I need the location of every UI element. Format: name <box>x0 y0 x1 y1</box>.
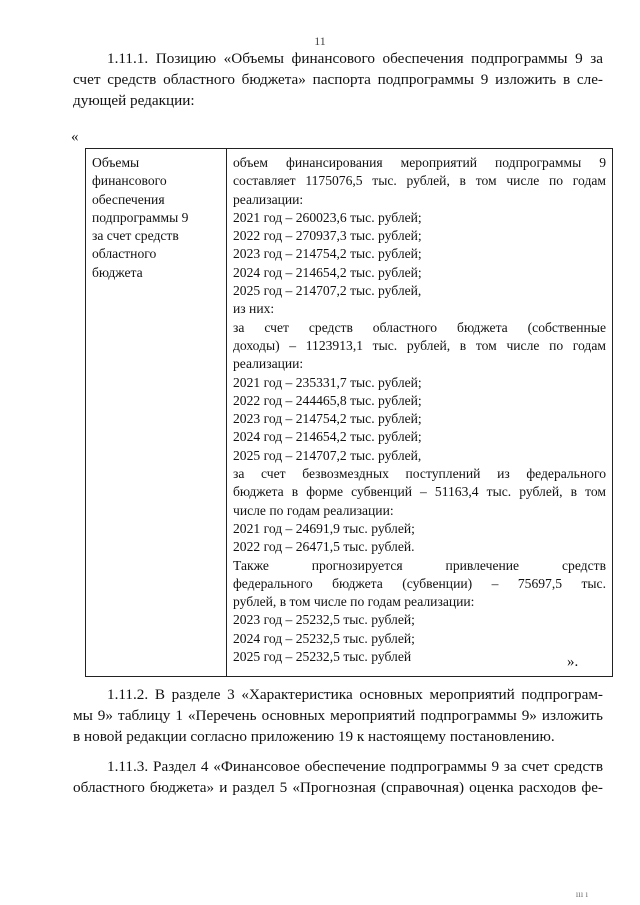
cell-line: 2024 год – 25232,5 тыс. рублей; <box>233 630 415 646</box>
cell-line: областного <box>92 246 157 262</box>
cell-line: 2021 год – 260023,6 тыс. рублей; <box>233 209 422 225</box>
cell-line: бюджета в форме субвенций – 51163,4 тыс. рублей, в том <box>233 484 606 500</box>
cell-line: Также прогнозируется привлечение средств <box>233 557 606 573</box>
cell-line: бюджета <box>92 264 143 280</box>
cell-line: 2022 год – 244465,8 тыс. рублей; <box>233 392 422 408</box>
paragraph-line: в новой редакции согласно приложению 19 к настоящему постановлению. <box>73 728 555 745</box>
cell-line: 2023 год – 25232,5 тыс. рублей; <box>233 612 415 628</box>
funding-details-cell <box>227 149 613 677</box>
closing-quote: ». <box>567 654 579 670</box>
cell-line: 2024 год – 214654,2 тыс. рублей; <box>233 264 422 280</box>
paragraph-line: мы 9» таблицу 1 «Перечень основных мероприятий подпрограммы 9» изложить <box>73 707 603 724</box>
cell-line: 2022 год – 270937,3 тыс. рублей; <box>233 228 422 244</box>
cell-line: числе по годам реализации: <box>233 502 394 518</box>
cell-line: 2025 год – 214707,2 тыс. рублей, <box>233 283 422 299</box>
paragraph-1112 <box>73 684 603 747</box>
cell-line: 2022 год – 26471,5 тыс. рублей. <box>233 539 415 555</box>
paragraph-line: 1.11.1. Позицию «Объемы финансового обеспечения подпрограммы 9 за <box>107 50 603 67</box>
paragraph-1113 <box>73 756 603 798</box>
opening-quote: « <box>71 129 79 145</box>
paragraph-line: областного бюджета» и раздел 5 «Прогнозная (справочная) оценка расходов фе- <box>73 779 603 796</box>
cell-line: подпрограммы 9 <box>92 209 189 225</box>
cell-line: федерального бюджета (субвенции) – 75697,5 тыс. <box>233 575 606 591</box>
cell-line: 2021 год – 235331,7 тыс. рублей; <box>233 374 422 390</box>
cell-line: за счет средств областного бюджета (собственные <box>233 319 606 335</box>
cell-line: доходы) – 1123913,1 тыс. рублей, в том числе по годам <box>233 337 606 353</box>
cell-line: реализации: <box>233 356 304 372</box>
passport-table <box>85 148 613 677</box>
position-name-cell <box>86 149 227 677</box>
paragraph-line: 1.11.3. Раздел 4 «Финансовое обеспечение подпрограммы 9 за счет средств <box>107 758 603 775</box>
cell-line: финансового <box>92 173 167 189</box>
cell-line: Объемы <box>92 155 140 170</box>
cell-line: объем финансирования мероприятий подпрограммы 9 <box>233 155 606 170</box>
cell-line: 2021 год – 24691,9 тыс. рублей; <box>233 520 415 536</box>
cell-line: рублей, в том числе по годам реализации: <box>233 594 475 610</box>
cell-line: 2025 год – 25232,5 тыс. рублей <box>233 649 412 665</box>
corner-mark: ııı ı <box>575 889 588 899</box>
cell-line: 2025 год – 214707,2 тыс. рублей, <box>233 447 422 463</box>
cell-line: обеспечения <box>92 191 165 207</box>
cell-line: за счет безвозмездных поступлений из федерального <box>233 466 606 482</box>
cell-line: 2023 год – 214754,2 тыс. рублей; <box>233 246 422 262</box>
paragraph-1111 <box>73 48 603 111</box>
cell-line: составляет 1175076,5 тыс. рублей, в том числе по годам <box>233 173 606 189</box>
cell-line: из них: <box>233 301 275 317</box>
paragraph-line: 1.11.2. В разделе 3 «Характеристика основных мероприятий подпрограм- <box>107 686 603 703</box>
cell-line: 2023 год – 214754,2 тыс. рублей; <box>233 411 422 427</box>
page-number: 11 <box>314 34 326 48</box>
cell-line: за счет средств <box>92 228 179 244</box>
paragraph-line: счет средств областного бюджета» паспорта подпрограммы 9 изложить в сле- <box>73 71 603 88</box>
cell-line: реализации: <box>233 191 304 207</box>
paragraph-line: дующей редакции: <box>73 92 195 109</box>
cell-line: 2024 год – 214654,2 тыс. рублей; <box>233 429 422 445</box>
table-row <box>86 149 613 677</box>
